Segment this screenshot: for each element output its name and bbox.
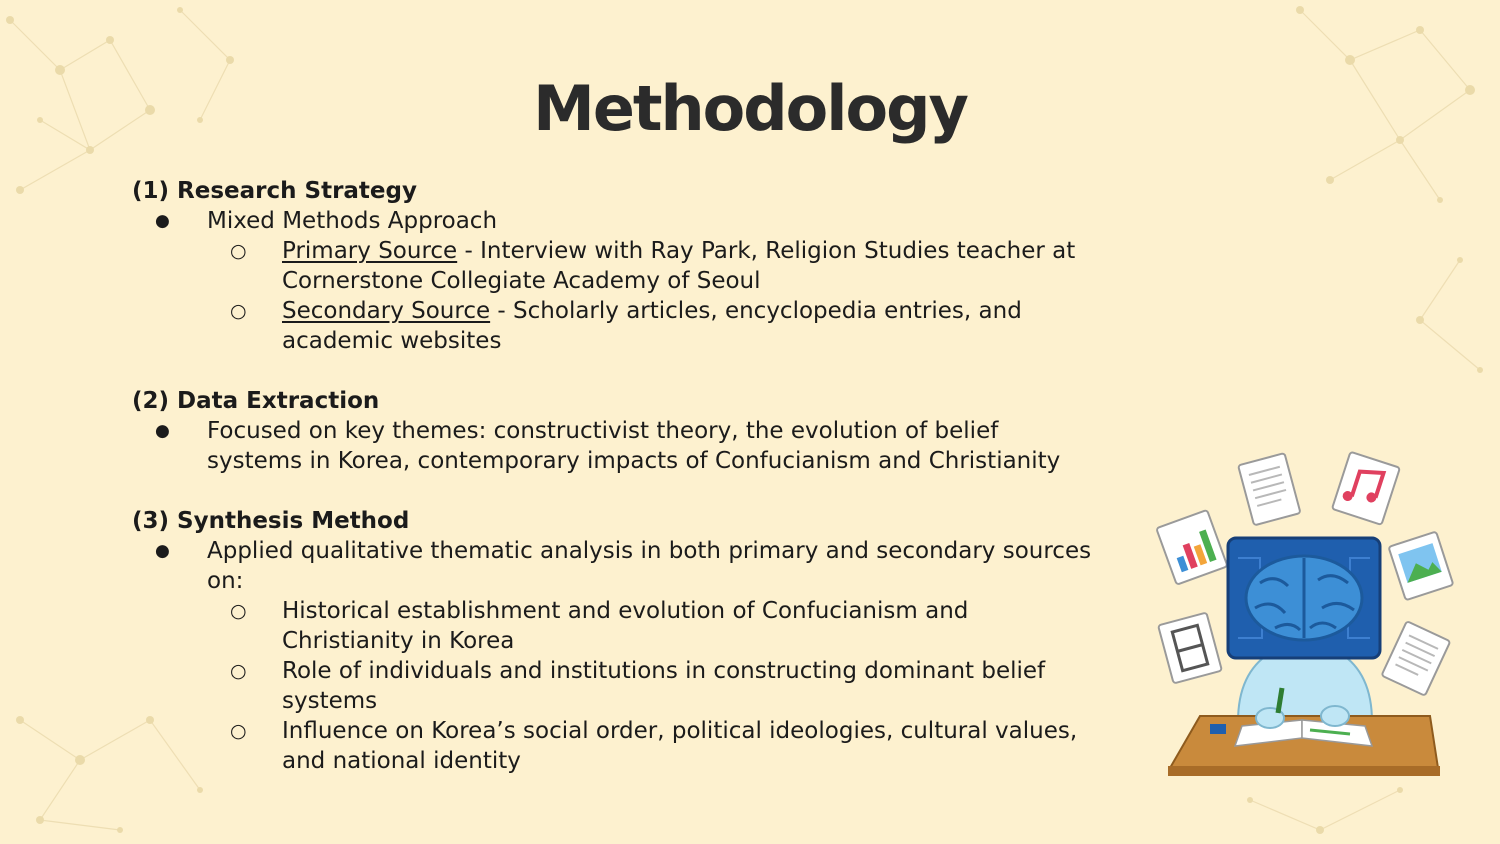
list-item-text: Applied qualitative thematic analysis in both primary and secondary sources on: bbox=[207, 538, 1092, 594]
hollow-bullet-icon: ○ bbox=[230, 660, 247, 682]
section-research-strategy bbox=[132, 176, 1092, 356]
hollow-bullet-icon: ○ bbox=[230, 600, 247, 622]
bullet-list bbox=[132, 536, 1092, 776]
bullet-list bbox=[132, 206, 1092, 356]
sub-list-item bbox=[230, 296, 1092, 356]
film-icon bbox=[1158, 613, 1222, 684]
section-heading: (3) Synthesis Method bbox=[132, 508, 410, 534]
filled-bullet-icon: ● bbox=[155, 541, 170, 561]
sub-bullet-list bbox=[207, 236, 1092, 356]
hollow-bullet-icon: ○ bbox=[230, 720, 247, 742]
list-item-text: Focused on key themes: constructivist theory, the evolution of belief systems in Korea, contemporary impacts of Confucianism and Christianity bbox=[207, 418, 1061, 474]
document-icon bbox=[1381, 621, 1450, 696]
hollow-bullet-icon: ○ bbox=[230, 300, 247, 322]
secondary-source-label: Secondary Source bbox=[282, 298, 491, 324]
sub-list-item-text: Role of individuals and institutions in constructing dominant belief systems bbox=[282, 658, 1046, 714]
slide-title: Methodology bbox=[533, 72, 967, 145]
sub-list-item-text: Historical establishment and evolution of Confucianism and Christianity in Korea bbox=[282, 598, 969, 654]
bar-chart-icon bbox=[1156, 510, 1227, 585]
section-synthesis-method bbox=[132, 506, 1092, 776]
brain-icon bbox=[1246, 556, 1362, 640]
sub-list-item bbox=[230, 236, 1092, 296]
filled-bullet-icon: ● bbox=[155, 211, 170, 231]
sub-list-item bbox=[230, 596, 1092, 656]
slide-content bbox=[132, 176, 1092, 776]
section-heading: (2) Data Extraction bbox=[132, 388, 380, 414]
primary-source-text: - Interview with Ray Park, Religion Studies teacher at Cornerstone Collegiate Academy of Seoul bbox=[282, 238, 1076, 294]
sub-list-item bbox=[230, 716, 1092, 776]
document-icon bbox=[1238, 453, 1300, 525]
primary-source-label: Primary Source bbox=[282, 238, 458, 264]
secondary-source-text: - Scholarly articles, encyclopedia entries, and academic websites bbox=[282, 298, 1022, 354]
section-heading: (1) Research Strategy bbox=[132, 178, 417, 204]
sub-list-item-text: Influence on Korea’s social order, political ideologies, cultural values, and national identity bbox=[282, 718, 1078, 774]
list-item-text: Mixed Methods Approach bbox=[207, 208, 498, 234]
brain-studying-illustration bbox=[1150, 448, 1460, 784]
sub-bullet-list bbox=[207, 596, 1092, 776]
list-item bbox=[155, 536, 1092, 776]
bullet-list bbox=[132, 416, 1092, 476]
list-item bbox=[155, 206, 1092, 356]
hollow-bullet-icon: ○ bbox=[230, 240, 247, 262]
section-data-extraction bbox=[132, 386, 1092, 476]
image-icon bbox=[1388, 531, 1453, 600]
eraser-icon bbox=[1210, 724, 1226, 734]
music-note-icon bbox=[1332, 452, 1400, 525]
list-item bbox=[155, 416, 1092, 476]
sub-list-item bbox=[230, 656, 1092, 716]
filled-bullet-icon: ● bbox=[155, 421, 170, 441]
